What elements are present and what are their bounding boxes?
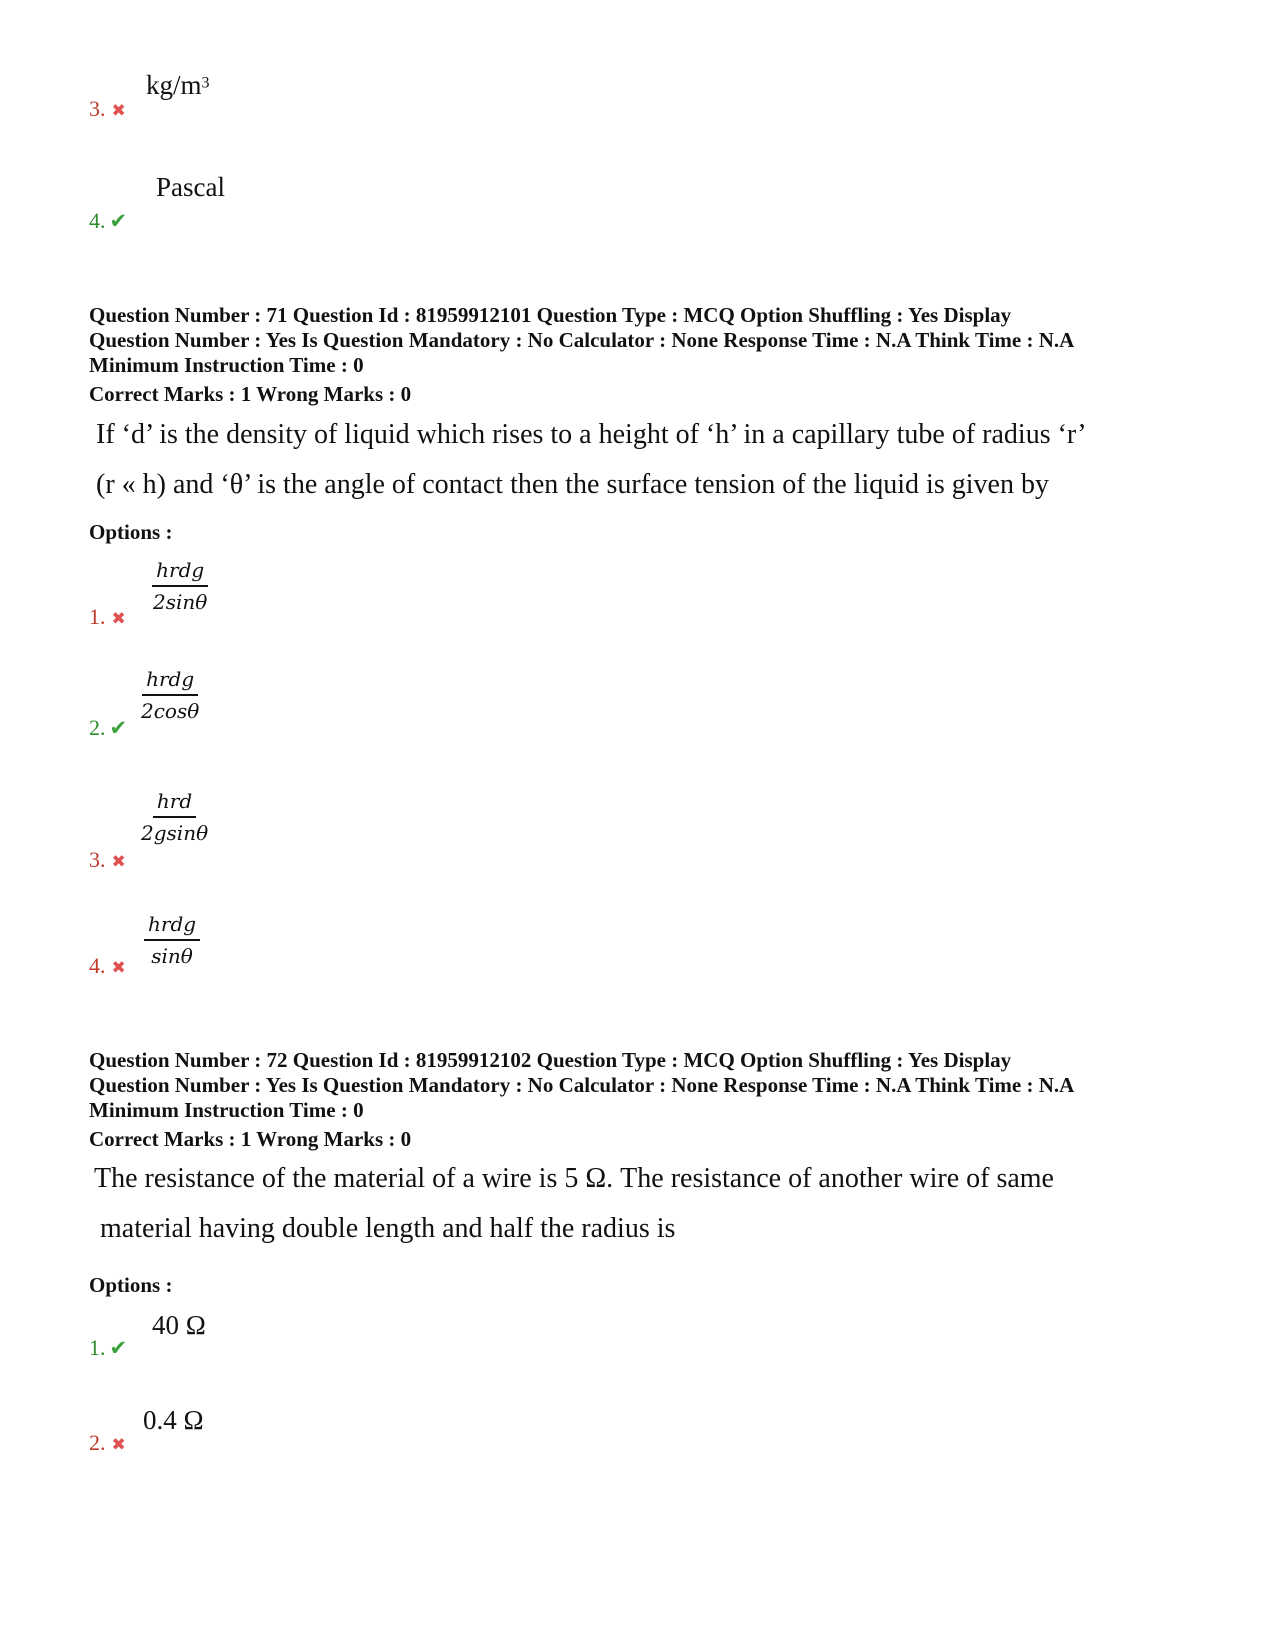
question-71-marks: Correct Marks : 1 Wrong Marks : 0 (89, 382, 412, 406)
option-text: Pascal (156, 172, 225, 202)
cross-icon: ✖ (111, 958, 126, 978)
option-fraction: hrdg 2cosθ (141, 667, 200, 723)
option-number: 3. ✖ (89, 847, 126, 872)
cross-icon: ✖ (111, 101, 126, 121)
option-fraction: hrdg 2sinθ (153, 558, 208, 614)
option-text: 0.4 Ω (143, 1405, 204, 1435)
option-fraction: hrdg sinθ (144, 912, 200, 968)
check-icon: ✔ (109, 1336, 128, 1360)
option-number: 1. ✖ (89, 604, 126, 629)
cross-icon: ✖ (111, 609, 126, 629)
option-number: 2. ✖ (89, 1430, 126, 1455)
option-number: 4. ✔ (89, 208, 128, 233)
option-number: 3. ✖ (89, 96, 126, 121)
option-number: 1. ✔ (89, 1335, 128, 1360)
question-72-text: The resistance of the material of a wire is 5 Ω. The resistance of another wire of same material having double length and half the radius is (94, 1163, 1054, 1244)
option-text: $kg/m^3$ (146, 70, 210, 100)
option-fraction: hrd 2gsinθ (141, 789, 209, 845)
option-number: 2. ✔ (89, 715, 128, 740)
options-label: Options : (89, 520, 173, 544)
question-71-meta: Question Number : 71 Question Id : 81959912101 Question Type : MCQ Option Shuffling : Yes Display Question Number : Yes Is Question Mandatory : No Calculator : None Response Time : N.A Think Time : N.A Minimum Instruction Time : 0 (89, 303, 1075, 377)
cross-icon: ✖ (111, 1435, 126, 1455)
cross-icon: ✖ (111, 852, 126, 872)
check-icon: ✔ (109, 716, 128, 740)
question-72-marks: Correct Marks : 1 Wrong Marks : 0 (89, 1127, 412, 1151)
question-71-text: If ‘d’ is the density of liquid which rises to a height of ‘h’ in a capillary tube of radius ‘r’ (r « h) and ‘θ’ is the angle of contact then the surface tension of the liquid is given by (96, 419, 1087, 500)
question-72-meta: Question Number : 72 Question Id : 81959912102 Question Type : MCQ Option Shuffling : Yes Display Question Number : Yes Is Question Mandatory : No Calculator : None Response Time : N.A Think Time : N.A Minimum Instruction Time : 0 (89, 1048, 1075, 1122)
option-text: 40 Ω (152, 1310, 206, 1340)
options-label: Options : (89, 1273, 173, 1297)
check-icon: ✔ (109, 209, 128, 233)
option-number: 4. ✖ (89, 953, 126, 978)
